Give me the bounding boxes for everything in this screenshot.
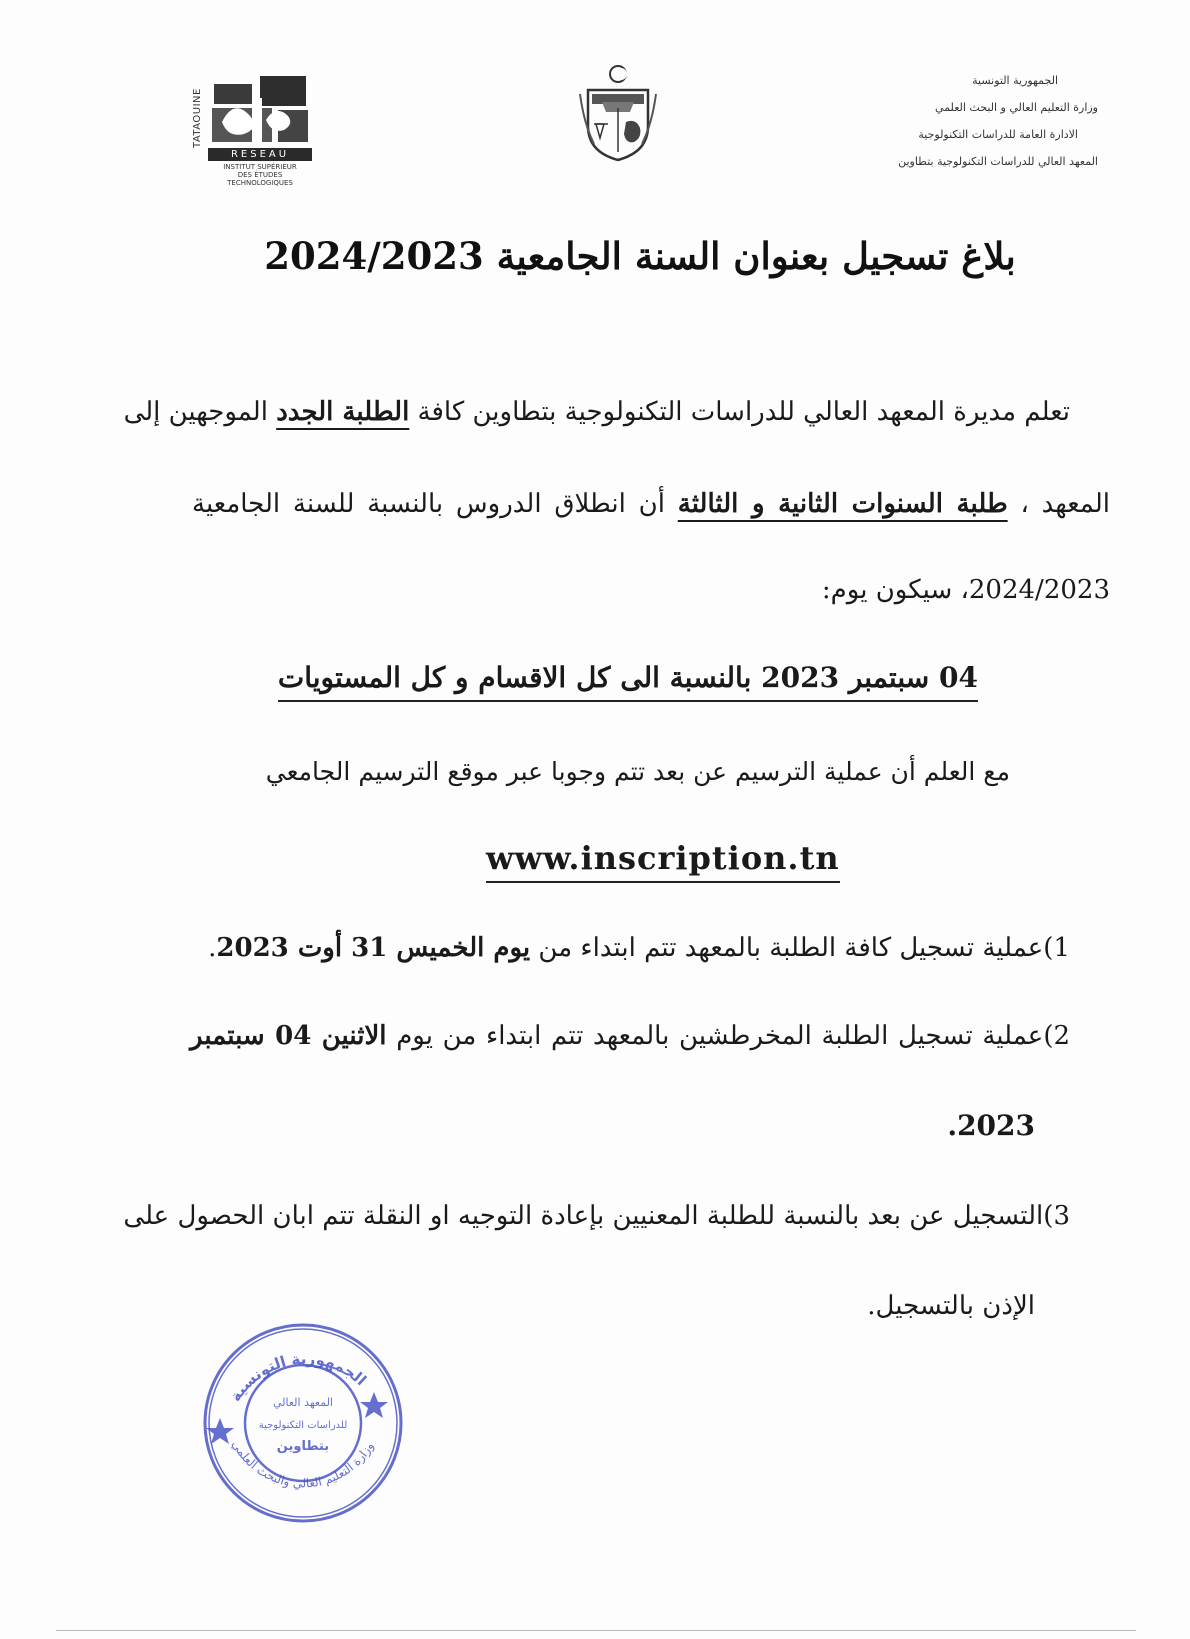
header-line-ministry: وزارة التعليم العالي و البحث العلمي (935, 101, 1098, 114)
logo-side-text: TATAOUINE (192, 88, 203, 148)
logo-subtitle-line: DES ÉTUDES (237, 171, 283, 179)
start-date-line (277, 658, 978, 698)
website-url[interactable]: www.inscription.tn (486, 839, 840, 883)
official-stamp-icon (198, 1318, 408, 1528)
list-item-3-continuation: الإذن بالتسجيل. (867, 1291, 1035, 1321)
list-item-text: عملية تسجيل كافة الطلبة بالمعهد تتم ابتداء من (530, 933, 1044, 963)
logo-reseau-label: RESEAU (208, 148, 312, 161)
list-item-2 (190, 1016, 1070, 1056)
announcement-paragraph-1 (123, 392, 1070, 432)
paragraph-text: المعهد ، (1007, 489, 1110, 519)
coat-of-arms-icon (578, 64, 658, 164)
institute-logo (192, 70, 322, 188)
list-number: 1) (1043, 933, 1070, 963)
stamp-inner-line: للدراسات التكنولوجية (258, 1420, 348, 1431)
stamp-inner-line: المعهد العالي (272, 1396, 334, 1409)
header-line-institute: المعهد العالي للدراسات التكنولوجية بتطاوين (898, 155, 1098, 168)
footer-divider (56, 1630, 1136, 1631)
paragraph-text: الموجهين إلى (123, 397, 277, 427)
list-item-2-continuation: 2023. (947, 1109, 1035, 1142)
header-line-republic: الجمهورية التونسية (972, 74, 1058, 87)
list-item-date: يوم الخميس 31 أوت 2023 (216, 933, 531, 963)
stamp-inner-line: بتطاوين (276, 1439, 330, 1454)
paragraph-text: أن انطلاق الدروس بالنسبة للسنة الجامعية (192, 489, 678, 519)
list-item-text: التسجيل عن بعد بالنسبة للطلبة المعنيين بإعادة التوجيه او النقلة تتم ابان الحصول على (123, 1201, 1044, 1231)
remote-registration-note: مع العلم أن عملية الترسيم عن بعد تتم وجوبا عبر موقع الترسيم الجامعي (265, 757, 1010, 786)
logo-subtitle-line: TECHNOLOGIQUES (227, 179, 293, 187)
paragraph-text: تعلم مديرة المعهد العالي للدراسات التكنولوجية بتطاوين كافة (409, 397, 1070, 427)
logo-subtitle (202, 163, 318, 187)
stamp-outer-top-text: الجمهورية التونسية (226, 1349, 370, 1405)
start-date-text: 04 سبتمبر 2023 بالنسبة الى كل الاقسام و كل المستويات (278, 661, 978, 702)
logo-mark-icon (208, 70, 312, 148)
registration-website-link[interactable] (486, 836, 840, 880)
list-item-punct: . (208, 933, 217, 963)
list-number: 3) (1043, 1201, 1070, 1231)
list-item-3 (123, 1196, 1070, 1236)
announcement-paragraph-2 (192, 484, 1110, 524)
list-number: 2) (1043, 1021, 1071, 1051)
logo-subtitle-line: INSTITUT SUPÉRIEUR (223, 163, 297, 171)
stamp-outer-bottom-text: وزارة التعليم العالي والبحث العلمي (229, 1437, 377, 1491)
page-title: بلاغ تسجيل بعنوان السنة الجامعية 2024/2023 (264, 234, 1016, 278)
administrative-header (778, 70, 1098, 178)
header-line-directorate: الادارة العامة للدراسات التكنولوجية (918, 128, 1078, 141)
list-item-text: عملية تسجيل الطلبة المخرطشين بالمعهد تتم ابتداء من يوم (386, 1021, 1044, 1051)
announcement-paragraph-3: 2024/2023، سيكون يوم: (821, 575, 1110, 605)
new-students-emphasis: الطلبة الجدد (276, 397, 410, 427)
list-item-date: الاثنين 04 سبتمبر (190, 1021, 387, 1051)
list-item-1 (190, 928, 1070, 968)
returning-students-emphasis: طلبة السنوات الثانية و الثالثة (677, 489, 1008, 519)
